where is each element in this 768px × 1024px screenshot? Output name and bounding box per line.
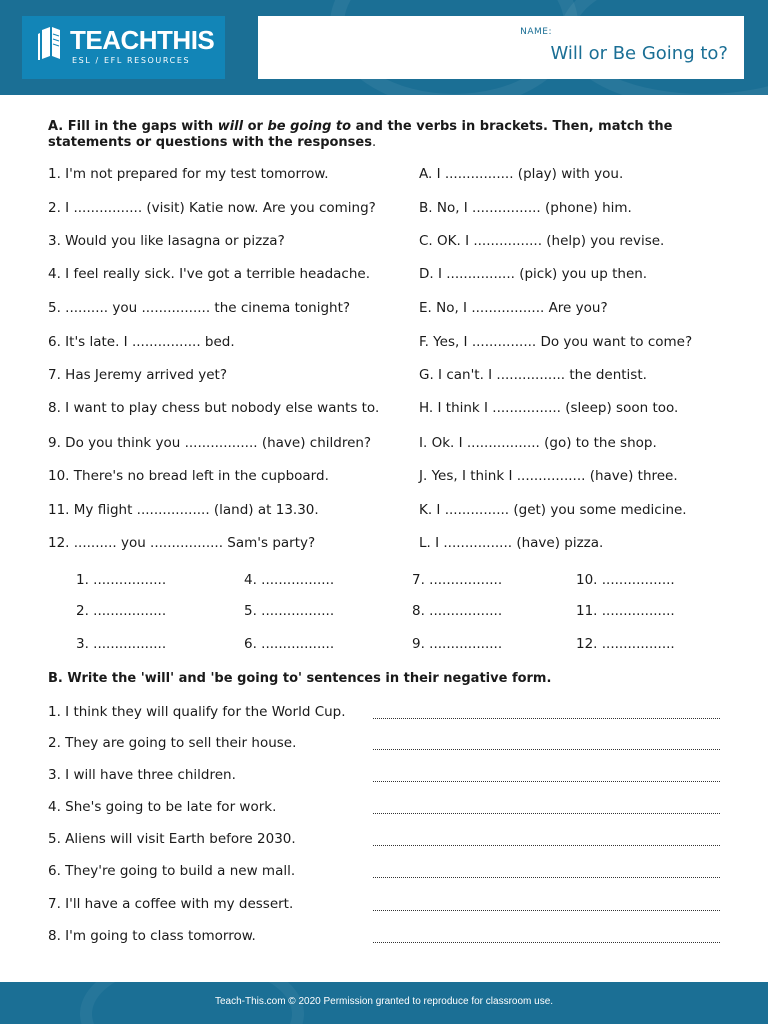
answer-line[interactable] (373, 767, 720, 782)
response-item: A. I ................ (play) with you. (419, 166, 624, 182)
answer-line[interactable] (373, 928, 720, 943)
sentence-item: 2. They are going to sell their house. (48, 735, 297, 751)
answer-slot[interactable]: 9. ................. (412, 636, 503, 652)
name-label: NAME: (520, 27, 552, 37)
response-item: G. I can't. I ................ the dentist. (419, 367, 647, 383)
instr-end: . (371, 135, 377, 150)
response-item: E. No, I ................. Are you? (419, 300, 608, 316)
question-item: 3. Would you like lasagna or pizza? (48, 233, 285, 249)
response-item: L. I ................ (have) pizza. (419, 535, 604, 551)
logo-subtitle: ESL / EFL RESOURCES (72, 56, 191, 65)
answer-slot[interactable]: 3. ................. (76, 636, 167, 652)
sentence-item: 5. Aliens will visit Earth before 2030. (48, 831, 296, 847)
response-item: D. I ................ (pick) you up then. (419, 266, 648, 282)
response-item: H. I think I ................ (sleep) soon too. (419, 400, 679, 416)
question-item: 1. I'm not prepared for my test tomorrow. (48, 166, 329, 182)
question-item: 7. Has Jeremy arrived yet? (48, 367, 227, 383)
answer-slot[interactable]: 11. ................. (576, 603, 675, 619)
question-item: 6. It's late. I ................ bed. (48, 334, 235, 350)
answer-slot[interactable]: 8. ................. (412, 603, 503, 619)
footer-bar (0, 982, 768, 1024)
answer-line[interactable] (373, 863, 720, 878)
question-item: 8. I want to play chess but nobody else wants to. (48, 400, 380, 416)
book-icon (36, 26, 64, 60)
header-banner (0, 0, 768, 95)
answer-slot[interactable]: 1. ................. (76, 572, 167, 588)
answer-slot[interactable]: 7. ................. (412, 572, 503, 588)
answer-slot[interactable]: 6. ................. (244, 636, 335, 652)
question-item: 5. .......... you ................ the cinema tonight? (48, 300, 351, 316)
sentence-item: 8. I'm going to class tomorrow. (48, 928, 256, 944)
response-item: B. No, I ................ (phone) him. (419, 200, 632, 216)
answer-slot[interactable]: 4. ................. (244, 572, 335, 588)
question-item: 2. I ................ (visit) Katie now. Are you coming? (48, 200, 376, 216)
answer-slot[interactable]: 10. ................. (576, 572, 675, 588)
section-a-instructions (48, 119, 738, 151)
question-item: 10. There's no bread left in the cupboard. (48, 468, 329, 484)
sentence-item: 6. They're going to build a new mall. (48, 863, 296, 879)
logo-title: TEACHTHIS (70, 25, 215, 55)
footer-copyright: Teach-This.com © 2020 Permission granted to reproduce for classroom use. (214, 996, 554, 1007)
answer-line[interactable] (373, 896, 720, 911)
answer-slot[interactable]: 5. ................. (244, 603, 335, 619)
sentence-item: 3. I will have three children. (48, 767, 236, 783)
sentence-item: 4. She's going to be late for work. (48, 799, 277, 815)
answer-slot[interactable]: 2. ................. (76, 603, 167, 619)
instr-part: or (243, 119, 268, 134)
name-box (258, 16, 744, 79)
response-item: I. Ok. I ................. (go) to the shop. (419, 435, 657, 451)
answer-line[interactable] (373, 735, 720, 750)
response-item: K. I ............... (get) you some medicine. (419, 502, 687, 518)
answer-slot[interactable]: 12. ................. (576, 636, 675, 652)
answer-line[interactable] (373, 831, 720, 846)
question-item: 4. I feel really sick. I've got a terrible headache. (48, 266, 371, 282)
question-item: 12. .......... you ................. Sam's party? (48, 535, 316, 551)
response-item: C. OK. I ................ (help) you revise. (419, 233, 665, 249)
instr-part: and the verbs in brackets. Then, match the statements or questions with the responses (48, 119, 673, 150)
sentence-item: 7. I'll have a coffee with my dessert. (48, 896, 294, 912)
page-title: Will or Be Going to? (550, 43, 728, 64)
answer-line[interactable] (373, 799, 720, 814)
response-item: F. Yes, I ............... Do you want to come? (419, 334, 693, 350)
sentence-item: 1. I think they will qualify for the World Cup. (48, 704, 346, 720)
answer-line[interactable] (373, 704, 720, 719)
instr-going-to: be going to (267, 119, 352, 134)
instr-part: A. Fill in the gaps with (48, 119, 218, 134)
instr-will: will (217, 119, 244, 134)
section-b-instructions: B. Write the 'will' and 'be going to' sentences in their negative form. (48, 671, 552, 686)
question-item: 9. Do you think you ................. (have) children? (48, 435, 372, 451)
question-item: 11. My flight ................. (land) at 13.30. (48, 502, 319, 518)
logo (22, 16, 225, 79)
response-item: J. Yes, I think I ................ (have) three. (419, 468, 678, 484)
